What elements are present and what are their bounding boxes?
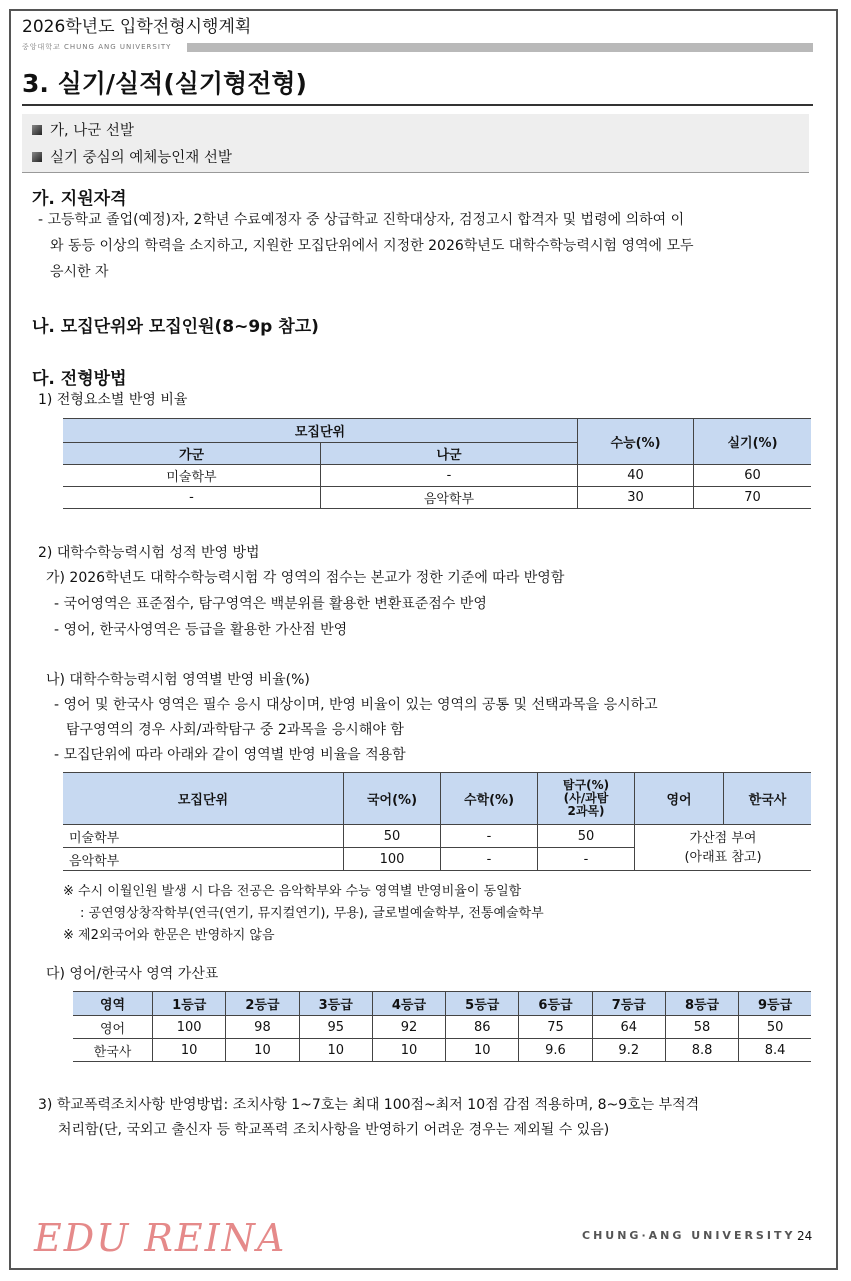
list-item: - 국어영역은 표준점수, 탐구영역은 백분위를 활용한 변환표준점수 반영	[54, 596, 487, 612]
table-header: 모집단위	[63, 419, 578, 443]
square-bullet-icon	[32, 152, 42, 162]
list-item: - 영어 및 한국사 영역은 필수 응시 대상이며, 반영 비율이 있는 영역의 공통 및 선택과목을 응시하고	[54, 697, 658, 713]
table-header: 4등급	[372, 992, 445, 1016]
table-header: 9등급	[739, 992, 811, 1016]
table-header: 3등급	[299, 992, 372, 1016]
table-row: - 음악학부 30 70	[63, 487, 811, 509]
merged-note-cell: 가산점 부여 (아래표 참고)	[635, 825, 812, 871]
document-title: 2026학년도 입학전형시행계획	[22, 17, 252, 37]
method-sub2b: 나) 대학수학능력시험 영역별 반영 비율(%)	[46, 672, 310, 688]
table-row: 영어 100 98 95 92 86 75 64 58 50	[73, 1016, 811, 1039]
method-sub2a: 가) 2026학년도 대학수학능력시험 각 영역의 점수는 본교가 정한 기준에 따라 반영함	[46, 570, 565, 586]
table-row: 음악학부 100 - -	[63, 848, 811, 871]
page-number: 24	[797, 1229, 813, 1243]
list-item: - 영어, 한국사영역은 등급을 활용한 가산점 반영	[54, 622, 348, 638]
method-sub2c: 다) 영어/한국사 영역 가산표	[46, 966, 219, 982]
table-header: 가군	[63, 443, 321, 465]
method-sub1: 1) 전형요소별 반영 비율	[38, 392, 188, 408]
table-header: 수능(%)	[578, 419, 694, 465]
note: ※ 수시 이월인원 발생 시 다음 전공은 음악학부와 수능 영역별 반영비율이 동일함	[63, 884, 522, 899]
table-header: 나군	[321, 443, 578, 465]
table-header: 5등급	[446, 992, 519, 1016]
recruit-heading: 나. 모집단위와 모집인원(8~9p 참고)	[32, 317, 319, 337]
table-header: 영역	[73, 992, 153, 1016]
list-item: - 모집단위에 따라 아래와 같이 영역별 반영 비율을 적용함	[54, 747, 406, 763]
table-bonus-points	[73, 991, 811, 1062]
table-header: 국어(%)	[344, 773, 441, 825]
table-header: 실기(%)	[694, 419, 812, 465]
page-border	[9, 9, 838, 1270]
table-header: 8등급	[665, 992, 738, 1016]
table-area-ratio	[63, 772, 811, 871]
header-bar	[187, 43, 813, 52]
table-header: 6등급	[519, 992, 592, 1016]
table-header: 한국사	[724, 773, 812, 825]
table-header: 수학(%)	[441, 773, 538, 825]
method-sub3: 3) 학교폭력조치사항 반영방법: 조치사항 1~7호는 최대 100점~최저 10점 감점 적용하며, 8~9호는 부적격	[38, 1097, 700, 1113]
note: ※ 제2외국어와 한문은 반영하지 않음	[63, 928, 275, 943]
section-title: 3. 실기/실적(실기형전형)	[22, 69, 307, 98]
summary-item: 실기 중심의 예체능인재 선발	[32, 146, 232, 167]
title-rule	[22, 104, 813, 106]
eligibility-heading: 가. 지원자격	[32, 189, 127, 209]
table-header: 탐구(%) (사/과탐 2과목)	[538, 773, 635, 825]
list-item: 탐구영역의 경우 사회/과학탐구 중 2과목을 응시해야 함	[66, 722, 404, 738]
method-sub3-continued: 처리함(단, 국외고 출신자 등 학교폭력 조치사항을 반영하기 어려운 경우는 제외될 수 있음)	[58, 1122, 610, 1138]
table-row: 한국사 10 10 10 10 10 9.6 9.2 8.8 8.4	[73, 1039, 811, 1062]
eligibility-text: - 고등학교 졸업(예정)자, 2학년 수료예정자 중 상급학교 진학대상자, 검정고시 합격자 및 법령에 의하여 이 와 동등 이상의 학력을 소지하고, 지원한 모집단위에서 지정한 2026학년도 대학수학능력시험 영역에 모두 응시한 자	[38, 212, 694, 280]
table-header: 7등급	[592, 992, 665, 1016]
table-header: 영어	[635, 773, 724, 825]
footer-university: CHUNG·ANG UNIVERSITY	[582, 1229, 796, 1242]
note: : 공연영상창작학부(연극(연기, 뮤지컬연기), 무용), 글로벌예술학부, 전통예술학부	[80, 906, 544, 921]
method-heading: 다. 전형방법	[32, 369, 127, 389]
table-row: 미술학부 50 - 50 가산점 부여 (아래표 참고)	[63, 825, 811, 848]
table-header: 모집단위	[63, 773, 344, 825]
method-sub2: 2) 대학수학능력시험 성적 반영 방법	[38, 545, 260, 561]
summary-item: 가, 나군 선발	[32, 119, 134, 140]
table-header: 2등급	[226, 992, 299, 1016]
watermark-logo: EDU REINA	[34, 1216, 287, 1260]
table-row: 미술학부 - 40 60	[63, 465, 811, 487]
university-small-logo: 중앙대학교 CHUNG ANG UNIVERSITY	[22, 43, 172, 51]
table-header: 1등급	[153, 992, 226, 1016]
square-bullet-icon	[32, 125, 42, 135]
table-element-ratio	[63, 418, 811, 509]
